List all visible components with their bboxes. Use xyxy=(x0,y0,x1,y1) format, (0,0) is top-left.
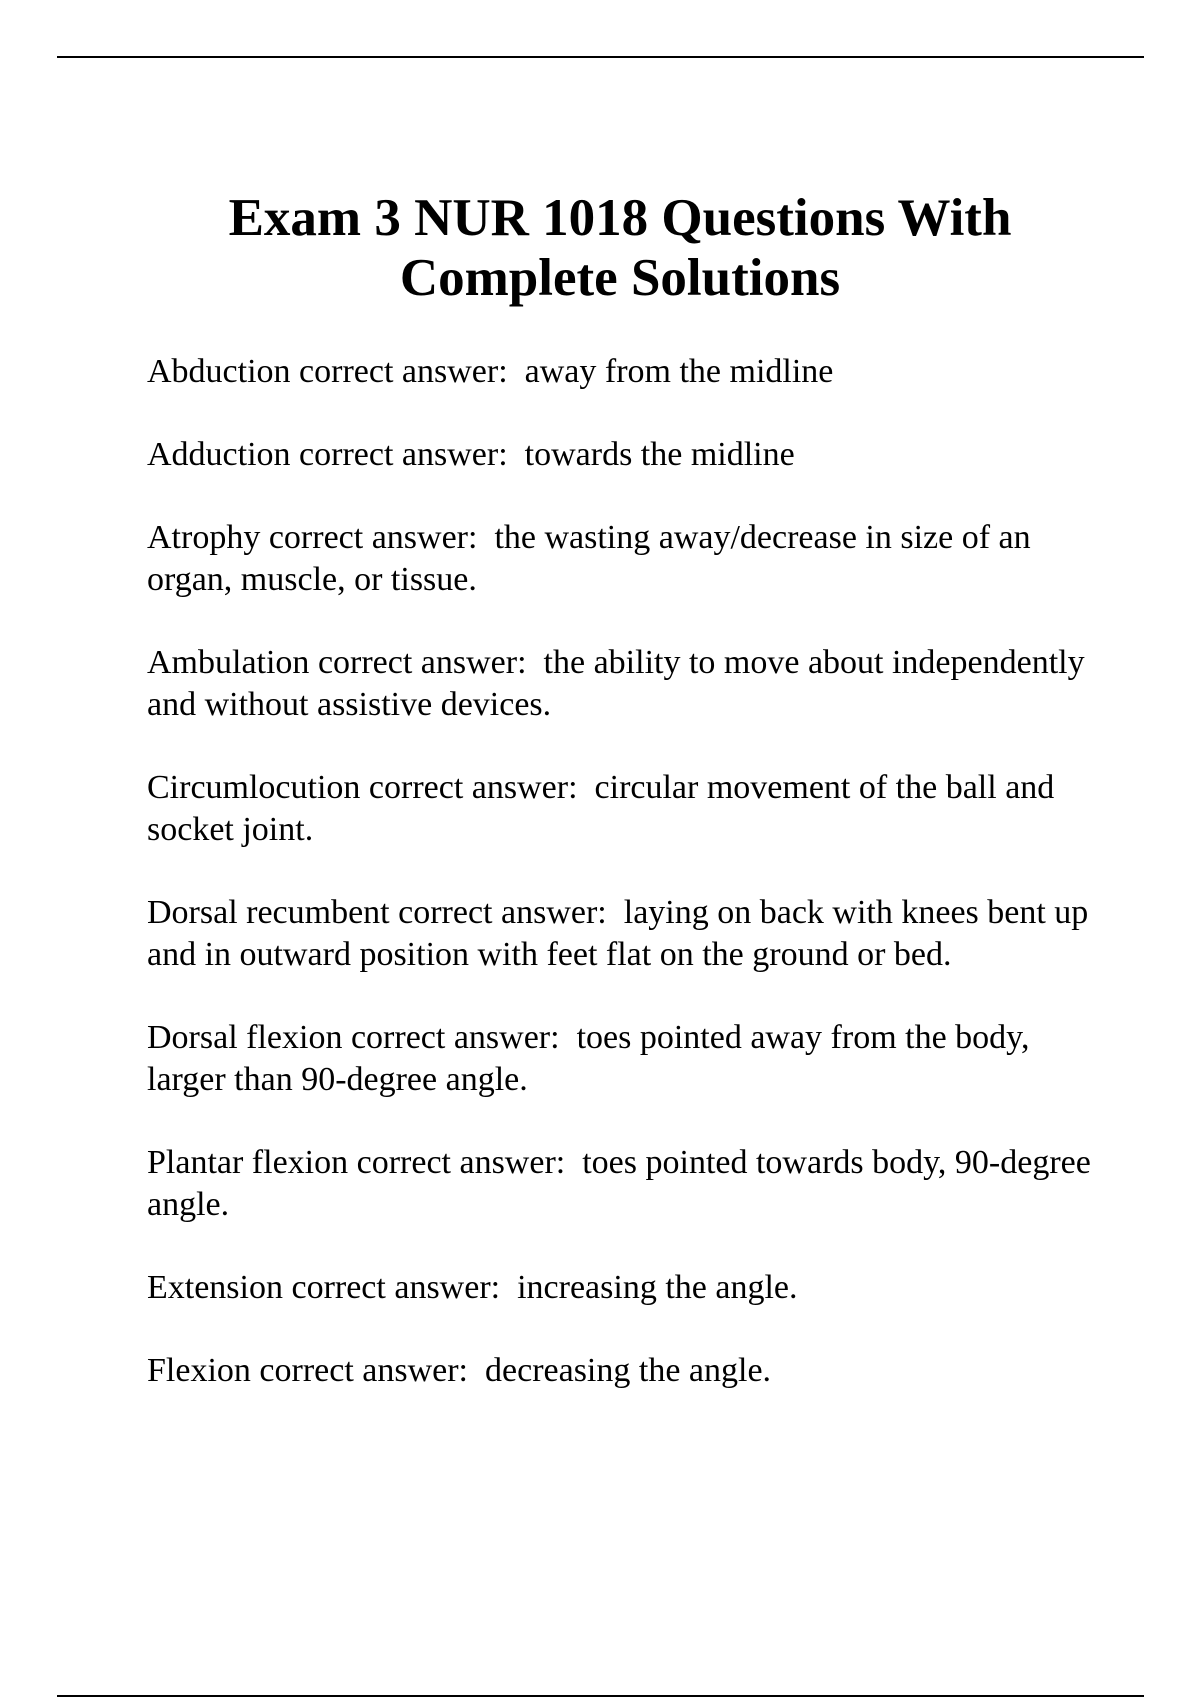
qa-answer: increasing the angle. xyxy=(517,1269,798,1306)
qa-separator: correct answer: xyxy=(290,353,525,390)
qa-separator: correct answer: xyxy=(260,519,495,556)
qa-separator: correct answer: xyxy=(282,1269,518,1306)
qa-item xyxy=(147,1142,1102,1226)
qa-item xyxy=(147,642,1102,726)
qa-answer: toes pointed towards body, 90-degree angle. xyxy=(147,1144,1091,1223)
qa-term: Extension xyxy=(147,1269,283,1306)
qa-term: Atrophy xyxy=(147,519,261,556)
qa-separator: correct answer: xyxy=(389,894,624,931)
qa-term: Flexion xyxy=(147,1352,251,1389)
qa-answer: toes pointed away from the body, larger than 90-degree angle. xyxy=(147,1019,1030,1098)
qa-separator: correct answer: xyxy=(309,644,544,681)
qa-item xyxy=(147,1350,1102,1392)
qa-list xyxy=(147,351,1102,1433)
title-line-2: Complete Solutions xyxy=(399,249,841,307)
qa-item xyxy=(147,1267,1102,1309)
qa-item xyxy=(147,434,1102,476)
qa-answer: decreasing the angle. xyxy=(485,1352,772,1389)
title-line-1: Exam 3 NUR 1018 Questions With xyxy=(228,189,1012,247)
qa-answer: towards the midline xyxy=(524,436,795,473)
qa-answer: the wasting away/decrease in size of an organ, muscle, or tissue. xyxy=(147,519,1031,598)
qa-answer: laying on back with knees bent up and in outward position with feet flat on the ground or bed. xyxy=(147,894,1089,973)
bottom-rule xyxy=(57,1695,1144,1697)
qa-answer: away from the midline xyxy=(524,353,834,390)
qa-term: Dorsal recumbent xyxy=(147,894,390,931)
qa-separator: correct answer: xyxy=(348,1144,583,1181)
qa-item xyxy=(147,767,1102,851)
qa-term: Abduction xyxy=(147,353,291,390)
qa-answer: circular movement of the ball and socket joint. xyxy=(147,769,1055,848)
qa-term: Dorsal flexion xyxy=(147,1019,343,1056)
qa-term: Plantar flexion xyxy=(147,1144,349,1181)
qa-term: Adduction xyxy=(147,436,291,473)
top-rule xyxy=(57,56,1144,58)
qa-item xyxy=(147,892,1102,976)
qa-item xyxy=(147,1017,1102,1101)
qa-separator: correct answer: xyxy=(360,769,595,806)
qa-term: Circumlocution xyxy=(147,769,361,806)
qa-term: Ambulation xyxy=(147,644,310,681)
qa-separator: correct answer: xyxy=(342,1019,577,1056)
qa-separator: correct answer: xyxy=(290,436,525,473)
qa-item xyxy=(147,351,1102,393)
qa-answer: the ability to move about independently and without assistive devices. xyxy=(147,644,1085,723)
qa-separator: correct answer: xyxy=(250,1352,486,1389)
page-title xyxy=(120,188,1120,308)
qa-item xyxy=(147,517,1102,601)
